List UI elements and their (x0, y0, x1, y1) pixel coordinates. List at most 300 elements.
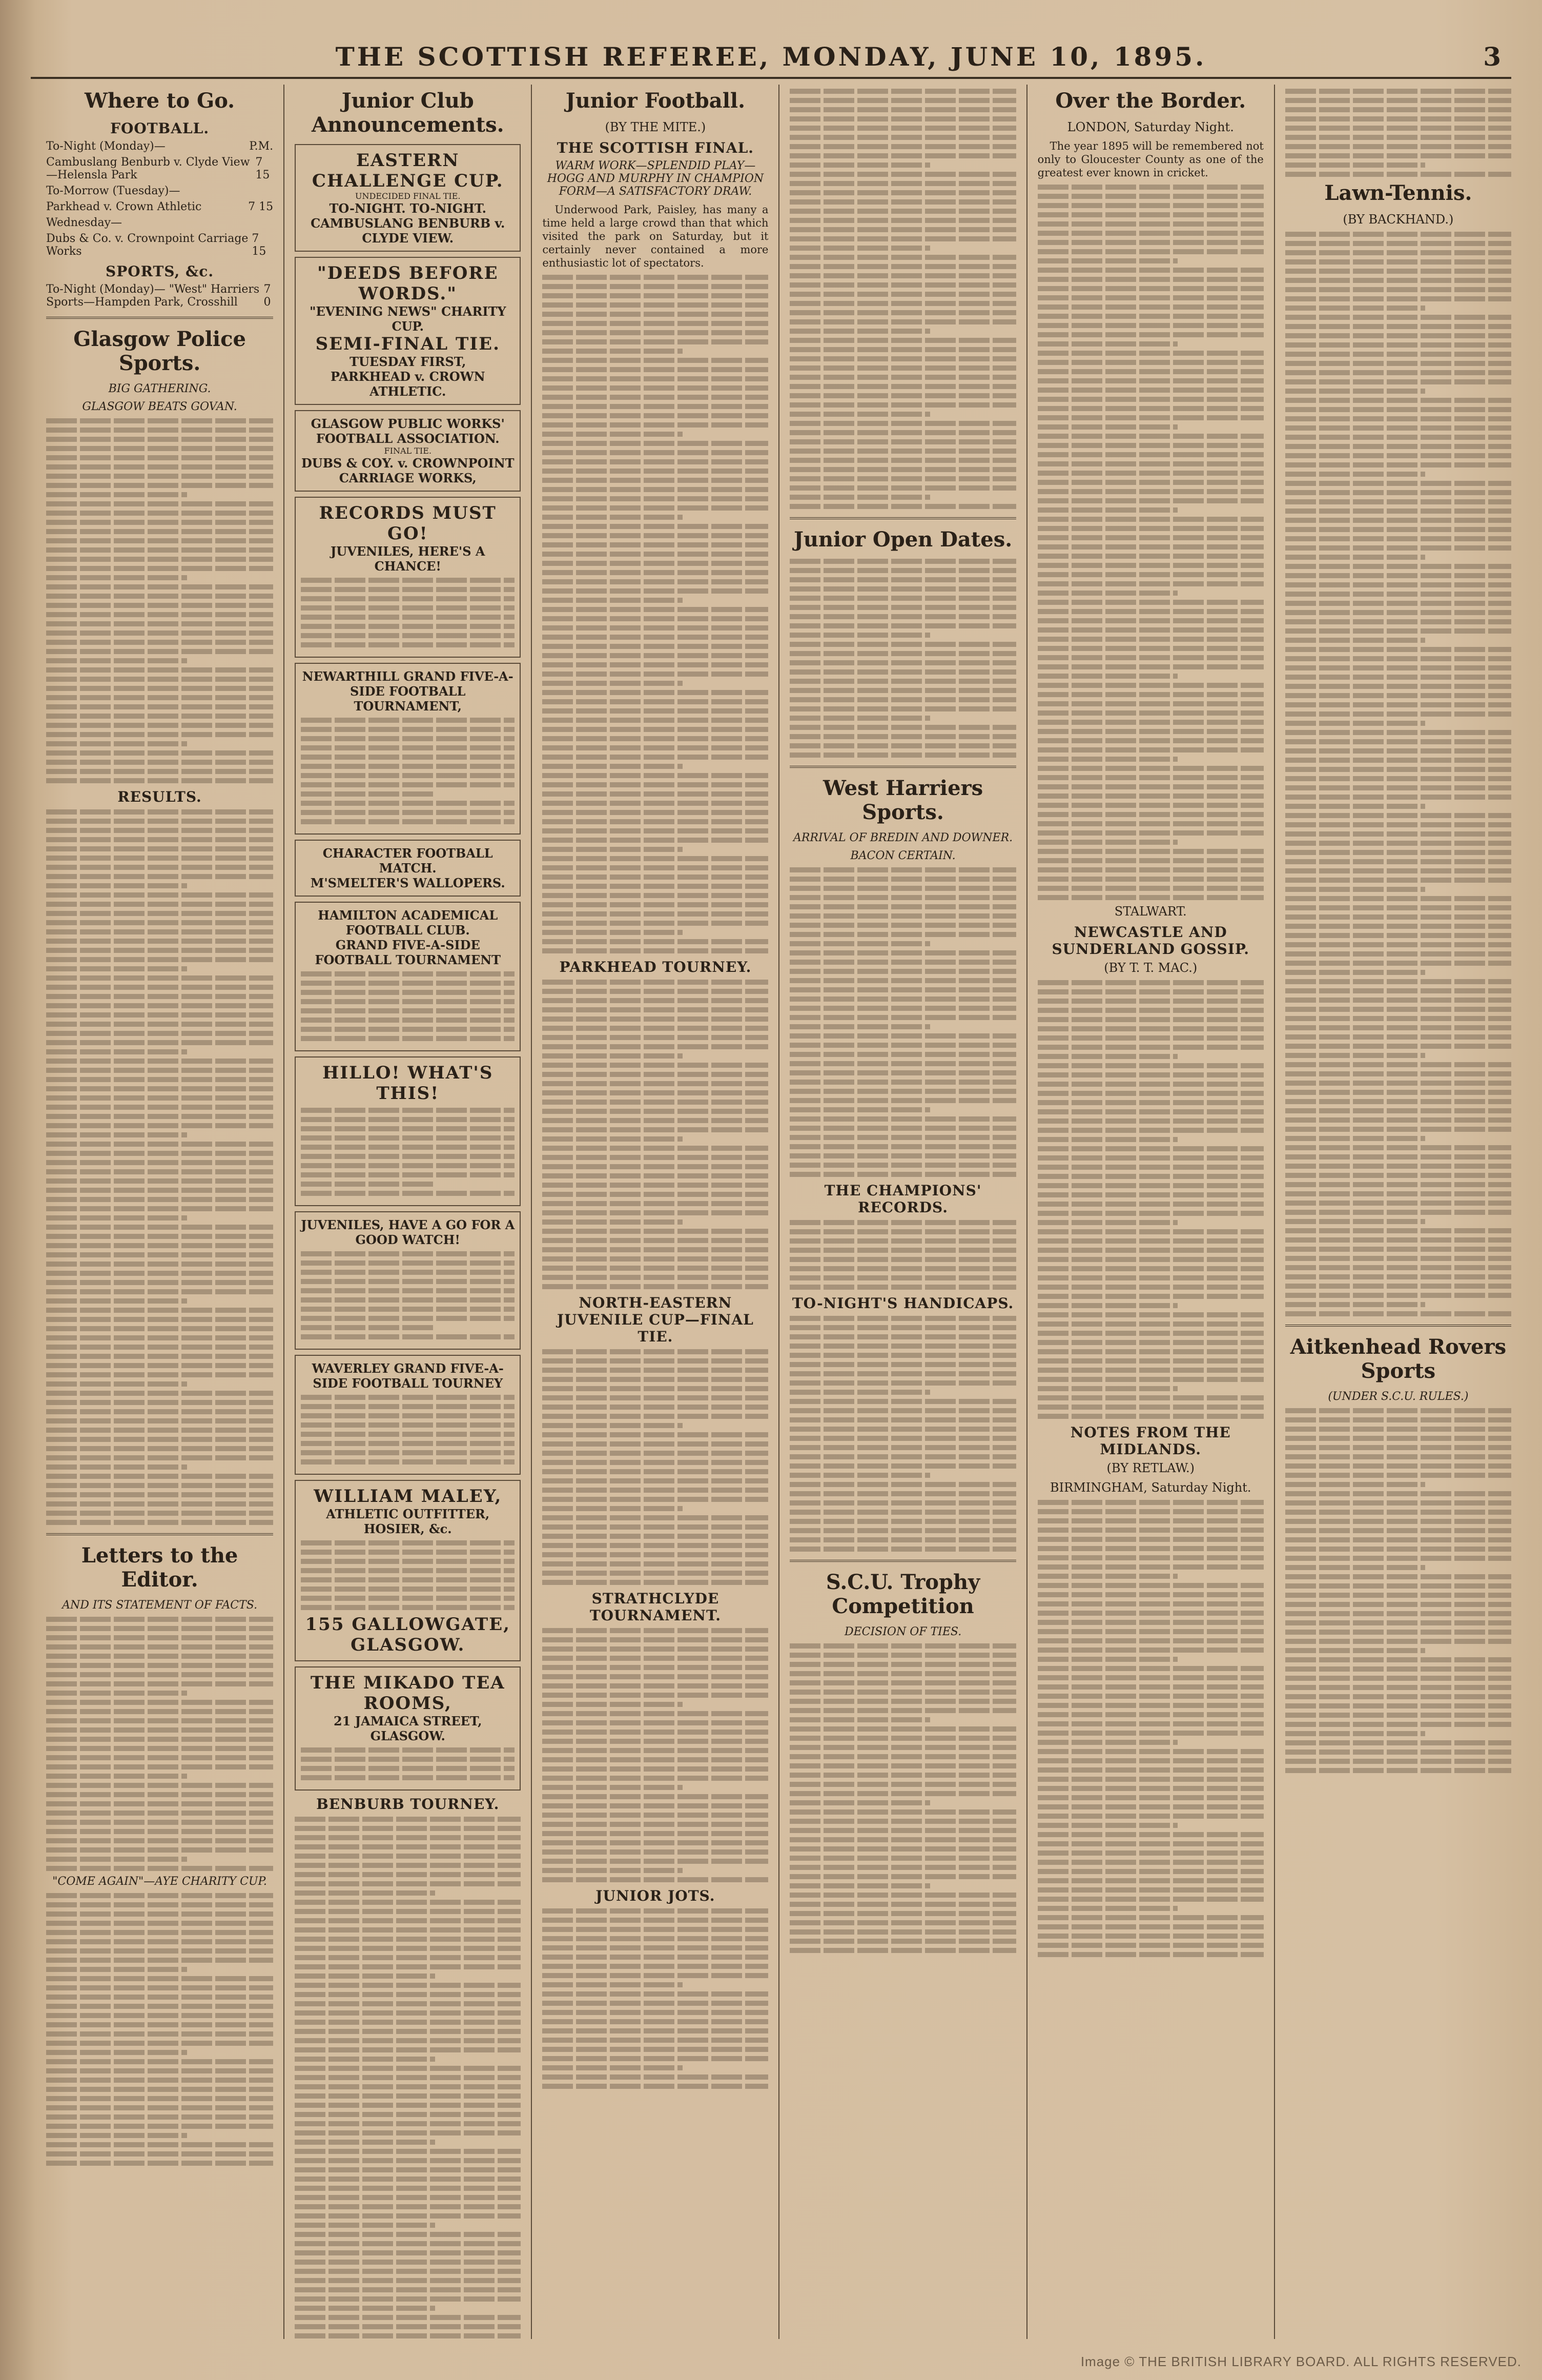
text-line (790, 98, 1016, 103)
text-line (1038, 1192, 1264, 1197)
text-line (790, 421, 1016, 426)
text-line (542, 552, 768, 557)
text-line (790, 1248, 1016, 1253)
dateline: LONDON, Saturday Night. (1067, 120, 1234, 134)
text-line (542, 1665, 768, 1670)
text-line (790, 246, 930, 251)
text-line (1038, 877, 1264, 882)
text-line (46, 1902, 273, 1907)
text-line (1038, 775, 1264, 780)
text-line (46, 1077, 273, 1082)
text-line (790, 1362, 1016, 1367)
text-line (542, 699, 768, 704)
text-line (46, 957, 273, 962)
ad-hillo: HILLO! WHAT'S THIS! (295, 1056, 521, 1206)
text-line (1038, 526, 1264, 531)
text-line (1285, 172, 1511, 177)
text-line (542, 1118, 768, 1123)
text-line (790, 633, 930, 638)
text-line (1285, 1164, 1511, 1169)
text-line (46, 2105, 273, 2110)
text-line (46, 1995, 273, 2000)
ad-juveniles: JUVENILES, HAVE A GO FOR A GOOD WATCH! (295, 1211, 521, 1350)
text-line (1038, 489, 1264, 494)
text-line (1038, 840, 1178, 845)
text-line (1038, 434, 1264, 439)
text-line (295, 1955, 521, 1960)
text-line (790, 347, 1016, 352)
text-line (542, 1127, 768, 1132)
text-line (542, 1100, 768, 1105)
text-line (1285, 619, 1511, 624)
text-line (790, 1285, 1016, 1290)
text-line (1038, 443, 1264, 448)
text-line (1285, 813, 1511, 818)
text-line (542, 607, 768, 612)
text-line (1285, 1173, 1511, 1178)
text-line (301, 1008, 515, 1013)
text-line (1285, 324, 1511, 329)
text-line (1038, 989, 1264, 994)
text-line (1285, 1090, 1511, 1095)
text-line (1038, 999, 1264, 1004)
text-line (1285, 518, 1511, 523)
text-line (542, 376, 768, 381)
text-line (46, 1746, 273, 1751)
text-line (46, 1774, 187, 1779)
text-line (542, 1173, 768, 1178)
text-line (1285, 1611, 1511, 1616)
text-line (542, 1386, 768, 1391)
text-line (1038, 277, 1264, 282)
text-line (790, 273, 1016, 278)
text-line (46, 837, 273, 842)
text-line (46, 1464, 187, 1470)
text-line (1285, 379, 1511, 384)
text-line (1038, 1860, 1264, 1865)
text-line (1038, 1592, 1264, 1597)
text-line (790, 1726, 1016, 1732)
text-line (1038, 1666, 1264, 1671)
text-line (295, 2204, 521, 2209)
text-line (1038, 1620, 1264, 1625)
text-line (46, 2022, 273, 2027)
text-line (790, 1334, 1016, 1339)
text-line (542, 459, 768, 464)
text-line (1038, 1952, 1264, 1957)
text-line (301, 1297, 515, 1303)
text-line (542, 1973, 768, 1978)
text-line (1038, 692, 1264, 697)
text-line (790, 504, 1016, 509)
text-line (1285, 472, 1426, 477)
text-line (46, 723, 273, 728)
text-line (790, 623, 1016, 628)
text-line (46, 769, 273, 774)
article-paragraph: Underwood Park, Paisley, has many a time held a large crowd than that which visited the park on Saturday, but it certainly never contained a more enthusiastic lot of spectators. (542, 204, 769, 269)
text-line (46, 1095, 273, 1101)
text-line (542, 330, 768, 335)
text-line (542, 1936, 768, 1941)
text-line (1038, 710, 1264, 716)
text-line (1038, 600, 1264, 605)
text-line (790, 172, 1016, 177)
text-line (46, 929, 273, 934)
text-line (790, 1929, 1016, 1935)
text-line (1285, 1454, 1511, 1459)
text-line (542, 1785, 683, 1790)
text-line (542, 1955, 768, 1960)
text-line (790, 181, 1016, 186)
text-line (46, 1939, 273, 1944)
text-line (46, 2151, 273, 2157)
text-line (1038, 655, 1264, 660)
fixture-entry: Parkhead v. Crown Athletic 7 15 (46, 200, 274, 213)
text-line (1038, 821, 1264, 826)
text-line (295, 1927, 521, 1933)
text-line (1285, 453, 1511, 458)
text-line (46, 1617, 273, 1622)
text-line (1038, 867, 1264, 872)
text-line (542, 1794, 768, 1799)
text-line (542, 1730, 768, 1735)
text-line (1285, 499, 1511, 504)
text-line (1038, 1146, 1264, 1151)
text-line (46, 1709, 273, 1714)
text-line (1285, 555, 1426, 560)
text-line (301, 718, 515, 723)
text-line (1285, 107, 1511, 112)
text-line (301, 1316, 515, 1321)
text-line (790, 1846, 1016, 1852)
text-line (46, 874, 273, 879)
text-line (542, 1266, 768, 1271)
text-line (1038, 415, 1264, 420)
text-line (46, 2059, 273, 2064)
text-line (46, 474, 273, 479)
text-line (1285, 545, 1511, 551)
text-line (1038, 1509, 1264, 1514)
open-dates-text (790, 559, 1016, 758)
champions-records-heading: THE CHAMPIONS' RECORDS. (824, 1182, 982, 1216)
text-line (46, 1635, 273, 1640)
ad-mikado: THE MIKADO TEA ROOMS, 21 JAMAICA STREET, GLASGOW. (295, 1666, 521, 1791)
football-heading: FOOTBALL. (110, 120, 210, 137)
letters-sub: AND ITS STATEMENT OF FACTS. (62, 1599, 258, 1612)
text-line (1038, 618, 1264, 623)
text-line (46, 1197, 273, 1202)
text-line (790, 923, 1016, 928)
text-line (1038, 803, 1264, 808)
text-line (46, 686, 273, 691)
text-line (1285, 1657, 1511, 1662)
text-line (1038, 1528, 1264, 1533)
text-line (1285, 1293, 1511, 1298)
text-line (1285, 1311, 1511, 1316)
text-line (1038, 341, 1178, 347)
text-line (1038, 683, 1264, 688)
text-line (1038, 1109, 1264, 1114)
text-line (1285, 868, 1511, 873)
text-line (301, 633, 515, 638)
text-line (46, 1737, 273, 1742)
text-line (542, 948, 768, 953)
text-line (301, 1154, 515, 1159)
text-line (790, 356, 1016, 361)
text-line (301, 736, 515, 741)
text-line (790, 1773, 1016, 1778)
text-line (1038, 701, 1264, 706)
text-line (542, 1460, 768, 1465)
text-line (295, 2057, 435, 2062)
scu-trophy-sub: DECISION OF TIES. (844, 1625, 962, 1638)
text-line (46, 2004, 273, 2009)
text-line (790, 688, 1016, 693)
text-line (1038, 471, 1264, 476)
harriers-sub-2: BACON CERTAIN. (850, 849, 956, 862)
text-line (46, 920, 273, 925)
text-line (1038, 1082, 1264, 1087)
text-line (1285, 610, 1511, 615)
text-line (542, 662, 768, 667)
text-line (542, 1580, 768, 1585)
sports-heading: SPORTS, &c. (106, 263, 214, 280)
text-line (46, 2078, 273, 2083)
text-line (790, 116, 1016, 121)
text-line (1285, 721, 1426, 726)
text-line (1285, 144, 1511, 149)
text-line (295, 2103, 521, 2108)
text-line (295, 2149, 521, 2154)
text-line (1038, 1183, 1264, 1188)
text-line (790, 1052, 1016, 1057)
text-line (1038, 378, 1264, 383)
text-line (301, 1172, 515, 1177)
text-line (542, 1026, 768, 1031)
strathclyde-heading: STRATHCLYDE TOURNAMENT. (589, 1590, 721, 1624)
text-line (1038, 812, 1264, 817)
text-line (1038, 1574, 1178, 1579)
text-line (46, 1059, 273, 1064)
text-line (542, 1868, 683, 1873)
text-line (790, 725, 1016, 730)
text-line (542, 911, 768, 917)
text-line (542, 1822, 768, 1827)
text-line (46, 819, 273, 824)
text-line (46, 902, 273, 907)
text-line (790, 439, 1016, 444)
text-line (542, 561, 768, 566)
text-line (295, 2121, 521, 2126)
article-text (542, 275, 768, 953)
text-line (1285, 656, 1511, 661)
text-line (542, 1441, 768, 1447)
text-line (790, 218, 1016, 223)
text-line (1038, 1943, 1264, 1948)
text-line (301, 971, 515, 977)
text-line (46, 1483, 273, 1488)
junior-jots-text (542, 1908, 768, 2089)
text-line (301, 1747, 515, 1753)
text-line (46, 594, 273, 599)
text-line (1285, 924, 1511, 929)
strathclyde-text (542, 1628, 768, 1882)
text-line (1038, 609, 1264, 614)
text-line (1038, 351, 1264, 356)
text-line (1038, 1703, 1264, 1708)
text-line (542, 1849, 768, 1855)
text-line (542, 1646, 768, 1652)
text-line (301, 642, 515, 647)
text-line (790, 660, 1016, 665)
text-line (46, 1838, 273, 1843)
text-line (46, 1801, 273, 1806)
text-line (542, 1414, 768, 1419)
text-line (46, 2087, 273, 2092)
text-line (1285, 979, 1511, 984)
text-line (790, 1800, 930, 1805)
newcastle-heading: NEWCASTLE AND SUNDERLAND GOSSIP. (1052, 924, 1250, 958)
text-line (46, 1068, 273, 1073)
text-line (301, 990, 515, 995)
text-line (790, 1782, 1016, 1787)
text-line (46, 446, 273, 451)
text-line (46, 1755, 273, 1760)
text-line (1285, 259, 1511, 265)
text-line (542, 542, 768, 547)
text-line (46, 566, 273, 571)
text-line (295, 1835, 521, 1840)
text-line (295, 2093, 521, 2099)
text-line (1038, 627, 1264, 633)
text-line (1038, 1712, 1264, 1717)
text-line (1038, 1629, 1264, 1634)
text-line (542, 1515, 768, 1520)
text-line (1285, 1417, 1511, 1422)
text-line (1038, 406, 1264, 411)
text-line (790, 1911, 1016, 1916)
text-line (542, 1674, 768, 1679)
text-line (301, 1586, 515, 1592)
columns (36, 85, 1522, 2339)
text-line (790, 1172, 1016, 1177)
text-line (46, 1428, 273, 1433)
text-line (542, 1136, 683, 1142)
midlands-dateline: BIRMINGHAM, Saturday Night. (1050, 1480, 1251, 1495)
text-line (295, 2278, 521, 2283)
text-line (790, 987, 1016, 992)
ad-eastern-cup: EASTERN CHALLENGE CUP. UNDECIDED FINAL TIE. TO-NIGHT. TO-NIGHT. CAMBUSLANG BENBURB v. CLYDE VIEW. (295, 144, 521, 252)
text-line (790, 1948, 1016, 1953)
text-line (295, 2075, 521, 2080)
text-line (790, 1033, 1016, 1039)
text-line (46, 1644, 273, 1650)
text-line (542, 1524, 768, 1530)
text-line (46, 557, 273, 562)
text-line (790, 867, 1016, 872)
text-line (46, 1446, 273, 1451)
text-line (790, 1671, 1016, 1676)
text-line (1038, 1749, 1264, 1754)
fixture-entry: Wednesday— (46, 216, 122, 229)
text-line (542, 616, 768, 621)
text-line (1285, 1676, 1511, 1681)
text-line (295, 2195, 521, 2200)
handicaps-heading: TO-NIGHT'S HANDICAPS. (792, 1295, 1014, 1312)
text-line (790, 1510, 1016, 1515)
text-line (790, 1547, 1016, 1552)
text-line (542, 1053, 683, 1059)
text-line (790, 1070, 1016, 1075)
text-line (542, 1183, 768, 1188)
text-line (1285, 490, 1511, 495)
text-line (790, 1380, 1016, 1386)
text-line (46, 1663, 273, 1668)
text-line (1285, 1108, 1511, 1113)
text-line (46, 2031, 273, 2037)
text-line (542, 1757, 768, 1762)
text-line (790, 1690, 1016, 1695)
text-line (1285, 1071, 1511, 1076)
text-line (301, 1605, 515, 1610)
text-line (1038, 1165, 1264, 1170)
text-line (1285, 527, 1511, 532)
text-line (1038, 1647, 1264, 1653)
text-line (1038, 1414, 1264, 1419)
text-line (542, 2010, 768, 2015)
text-line (1285, 462, 1511, 467)
junior-jots-heading: JUNIOR JOTS. (595, 1887, 715, 1904)
text-line (790, 679, 1016, 684)
text-line (790, 1344, 1016, 1349)
police-sub-1: BIG GATHERING. (108, 382, 211, 395)
text-line (301, 1395, 515, 1400)
text-line (1038, 1564, 1264, 1570)
text-line (1285, 961, 1511, 966)
aitkenhead-sub: (UNDER S.C.U. RULES.) (1328, 1390, 1469, 1403)
text-line (542, 302, 768, 308)
text-line (542, 1488, 768, 1493)
text-line (1038, 535, 1264, 540)
text-line (46, 1672, 273, 1677)
text-line (1285, 278, 1511, 283)
text-line (542, 1656, 768, 1661)
text-line (1038, 258, 1178, 263)
continued-text (790, 89, 1016, 509)
text-line (1038, 369, 1264, 374)
text-line (1038, 1850, 1264, 1856)
text-line (46, 1437, 273, 1442)
page-number: 3 (1483, 41, 1501, 72)
text-line (295, 2306, 435, 2311)
text-line (790, 1717, 930, 1722)
text-line (542, 1478, 768, 1483)
text-line (1038, 1638, 1264, 1643)
masthead (31, 36, 1511, 79)
text-line (1285, 1528, 1511, 1533)
text-line (46, 1958, 273, 1963)
text-line (1285, 425, 1511, 431)
text-line (1285, 444, 1511, 449)
text-line (542, 1552, 768, 1557)
text-line (301, 1775, 515, 1780)
text-line (301, 1126, 515, 1131)
open-dates-heading: Junior Open Dates. (793, 527, 1013, 552)
text-line (1038, 886, 1264, 891)
text-line (542, 681, 683, 686)
text-line (1285, 970, 1426, 975)
text-line (542, 284, 768, 289)
